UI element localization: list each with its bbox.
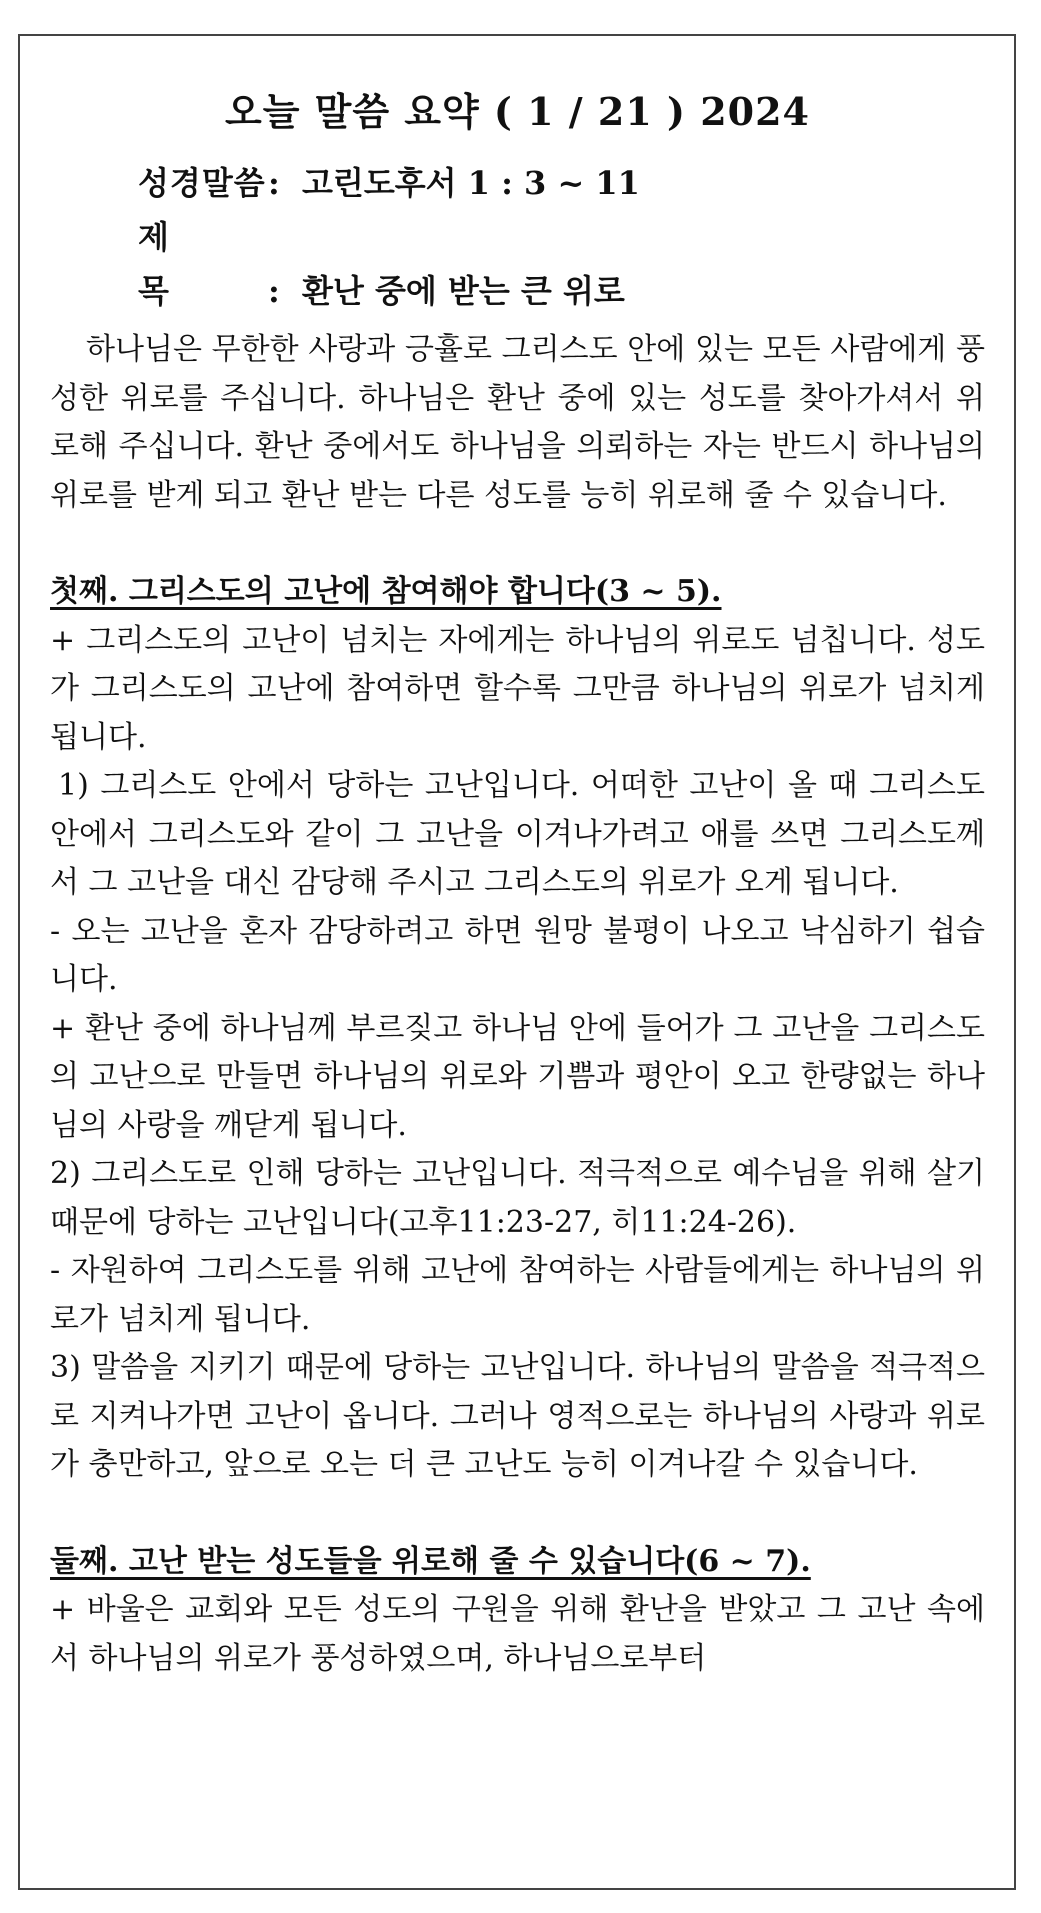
scripture-colon: : <box>268 164 280 202</box>
page-title: 오늘 말씀 요약 ( 1 / 21 ) 2024 <box>224 89 810 134</box>
section-1-heading: 첫째. 그리스도의 고난에 참여해야 합니다(3 ~ 5). <box>50 574 722 609</box>
section-1-paragraph: 2) 그리스도로 인해 당하는 고난입니다. 적극적으로 예수님을 위해 살기 때문에 당하는 고난입니다(고후11:23-27, 히11:24-26). <box>50 1156 985 1240</box>
section-1-paragraph: - 오는 고난을 혼자 감당하려고 하면 원망 불평이 나오고 낙심하기 쉽습니다. <box>50 913 985 997</box>
scripture-label: 성경말씀 <box>138 164 266 202</box>
section-2-paragraph: + 바울은 교회와 모든 성도의 구원을 위해 환난을 받았고 그 고난 속에서 하나님의 위로가 풍성하였으며, 하나님으로부터 <box>50 1592 985 1676</box>
subject-label: 제 목 <box>138 218 197 310</box>
section-1-paragraph: 1) 그리스도 안에서 당하는 고난입니다. 어떠한 고난이 올 때 그리스도 안에서 그리스도와 같이 그 고난을 이겨나가려고 애를 쓰면 그리스도께서 그 고난을 대신 감당해 주시고 그리스도의 위로가 오게 됩니다. <box>50 768 985 900</box>
section-1-paragraph: + 그리스도의 고난이 넘치는 자에게는 하나님의 위로도 넘칩니다. 성도가 그리스도의 고난에 참여하면 할수록 그만큼 하나님의 위로가 넘치게 됩니다. <box>50 622 985 755</box>
scripture-line <box>138 156 985 210</box>
intro-paragraph: 하나님은 무한한 사랑과 긍휼로 그리스도 안에 있는 모든 사람에게 풍성한 위로를 주십니다. 하나님은 환난 중에 있는 성도를 찾아가셔서 위로해 주십니다. 환난 중에서도 하나님을 의뢰하는 자는 반드시 하나님의 위로를 받게 되고 환난 받는 다른 성도를 능히 위로해 줄 수 있습니다. <box>50 332 985 513</box>
document-body <box>50 84 985 1683</box>
section-2-heading: 둘째. 고난 받는 성도들을 위로해 줄 수 있습니다(6 ~ 7). <box>50 1543 811 1579</box>
section-1-paragraph: + 환난 중에 하나님께 부르짖고 하나님 안에 들어가 그 고난을 그리스도의 고난으로 만들면 하나님의 위로와 기쁨과 평안이 오고 한량없는 하나님의 사랑을 깨닫게 됩니다. <box>50 1010 985 1143</box>
section-1-paragraph: 3) 말씀을 지키기 때문에 당하는 고난입니다. 하나님의 말씀을 적극적으로 지켜나가면 고난이 옵니다. 그러나 영적으로는 하나님의 사랑과 위로가 충만하고, 앞으로 오는 더 큰 고난도 능히 이겨나갈 수 있습니다. <box>50 1350 985 1482</box>
subject-colon: : <box>268 272 280 310</box>
scripture-reference: 고린도후서 1 : 3 ~ 11 <box>302 164 640 202</box>
subject-line <box>138 210 985 318</box>
section-1-paragraph: - 자원하여 그리스도를 위해 고난에 참여하는 사람들에게는 하나님의 위로가 넘치게 됩니다. <box>50 1253 985 1337</box>
subject-title: 환난 중에 받는 큰 위로 <box>302 272 625 310</box>
